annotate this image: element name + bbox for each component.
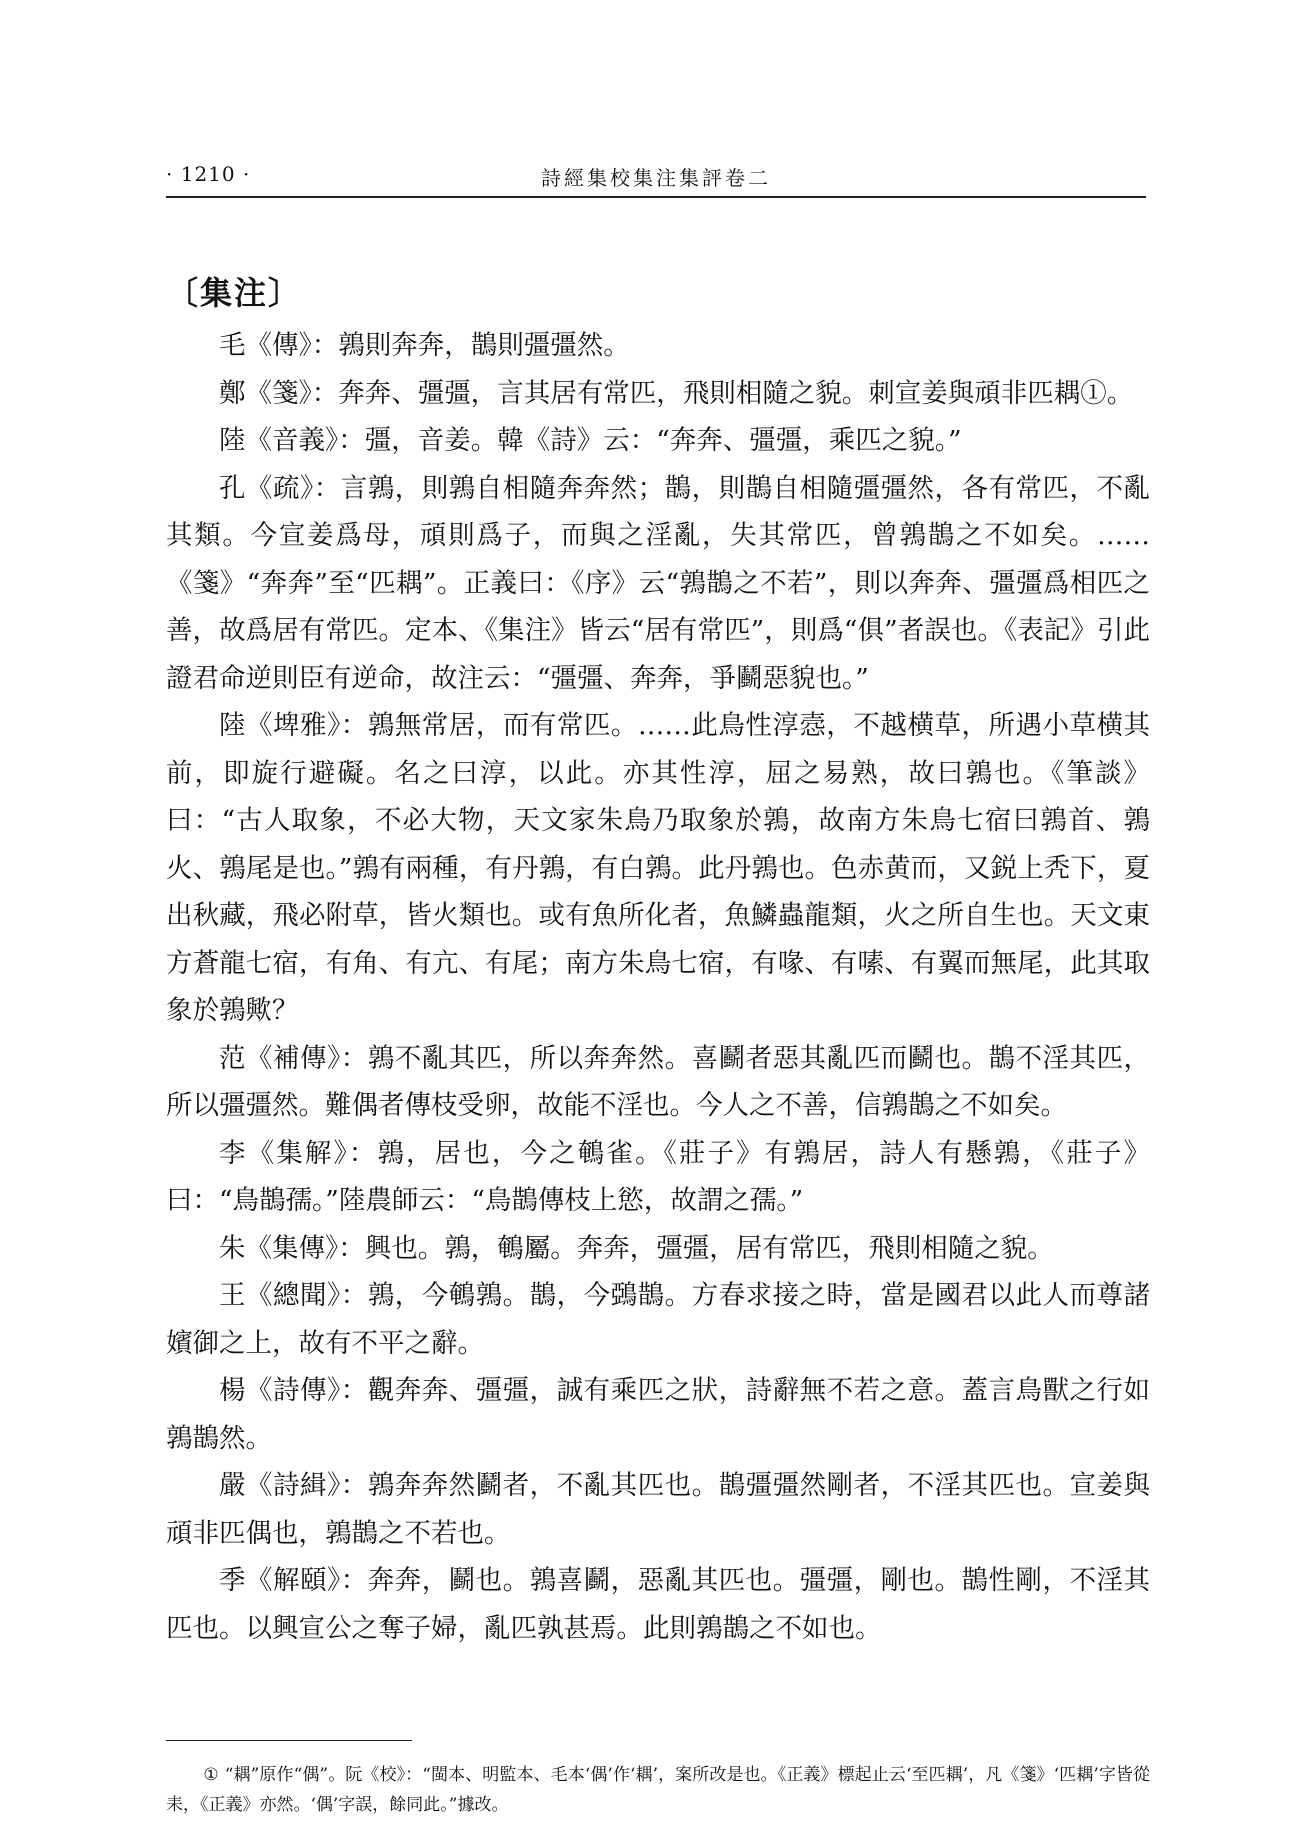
paragraph-wang-zongwen: 王《總聞》：鶉，今鵪鶉。鵲，今鵶鵲。方春求接之時，當是國君以此人而尊諸嬪御之上，故有不平之辭。: [166, 1280, 1150, 1359]
page-number: · 1210 ·: [166, 162, 251, 186]
paragraph-fan-buzhuan: 范《補傳》：鶉不亂其匹，所以奔奔然。喜鬬者惡其亂匹而鬬也。鵲不淫其匹，所以彊彊然。難偶者傳枝受卵，故能不淫也。今人之不善，信鶉鵲之不如矣。: [166, 1042, 1150, 1121]
paragraph-yan-shiji: 嚴《詩緝》：鶉奔奔然鬬者，不亂其匹也。鵲彊彊然剛者，不淫其匹也。宣姜與頑非匹偶也，鶉鵲之不若也。: [166, 1470, 1150, 1549]
paragraph-zhu-jizhuan: 朱《集傳》：興也。鶉，鵪屬。奔奔，彊彊，居有常匹，飛則相隨之貌。: [219, 1232, 1054, 1264]
section-heading: 〔集注〕: [166, 274, 303, 312]
footnote: [166, 1760, 1150, 1820]
paragraph-kong-shu: 孔《疏》：言鶉，則鶉自相隨奔奔然；鵲，則鵲自相隨彊彊然，各有常匹，不亂其類。今宣姜爲母，頑則爲子，而與之淫亂，失其常匹，曾鶉鵲之不如矣。……《箋》“奔奔”至“匹耦”。正義曰：《序》云“鶉鵲之不若”，則以奔奔、彊彊爲相匹之善，故爲居有常匹。定本、《集注》皆云“居有常匹”，則爲“俱”者誤也。《表記》引此證君命逆則臣有逆命，故注云：“彊彊、奔奔，爭鬬惡貌也。”: [166, 472, 1150, 694]
paragraph-yang-shizhuan: 楊《詩傳》：觀奔奔、彊彊，誠有乘匹之狀，詩辭無不若之意。蓋言鳥獸之行如鶉鵲然。: [166, 1375, 1150, 1454]
footnote-mark: ①: [203, 1765, 219, 1785]
footnote-text: “耦”原作“偶”。阮《校》：“閩本、明監本、毛本‘偶’作‘耦’，案所改是也。《正義》標起止云‘至匹耦’，凡《箋》‘匹耦’字皆從耒，《正義》亦然。‘偶’字誤，餘同此。”據改。: [166, 1765, 1150, 1815]
paragraph-zheng-jian: 鄭《箋》：奔奔、彊彊，言其居有常匹，飛則相隨之貌。刺宣姜與頑非匹耦①。: [219, 377, 1134, 409]
paragraph-lu-piya: 陸《埤雅》：鶉無常居，而有常匹。……此鳥性淳悫，不越横草，所遇小草横其前，即旋行避礙。名之曰淳，以此。亦其性淳，屈之易熟，故曰鶉也。《筆談》曰：“古人取象，不必大物，天文家朱鳥乃取象於鶉，故南方朱鳥七宿曰鶉首、鶉火、鶉尾是也。”鶉有兩種，有丹鶉，有白鶉。此丹鶉也。色赤黄而，又鋭上秃下，夏出秋藏，飛必附草，皆火類也。或有魚所化者，魚鱗蟲龍類，火之所自生也。天文東方蒼龍七宿，有角、有亢、有尾；南方朱鳥七宿，有喙、有嗉、有翼而無尾，此其取象於鶉歟？: [166, 710, 1150, 1026]
header-rule: [166, 196, 1146, 198]
paragraph-ji-jieyi: 季《解頤》：奔奔，鬬也。鶉喜鬬，惡亂其匹也。彊彊，剛也。鵲性剛，不淫其匹也。以興宣公之奪子婦，亂匹孰甚焉。此則鶉鵲之不如也。: [166, 1565, 1150, 1644]
running-title: 詩經集校集注集評卷二: [541, 166, 771, 190]
commentary-body: [166, 322, 1150, 1652]
footnote-rule: [166, 1740, 412, 1741]
paragraph-lu-yinyi: 陸《音義》：彊，音姜。韓《詩》云：“奔奔、彊彊，乘匹之貌。”: [219, 425, 962, 456]
paragraph-li-jijie: 李《集解》：鶉，居也，今之鵪雀。《莊子》有鶉居，詩人有懸鶉，《莊子》曰：“鳥鵲孺。”陸農師云：“鳥鵲傳枝上慾，故謂之孺。”: [166, 1137, 1150, 1216]
page-header: [166, 162, 1146, 198]
paragraph-mao-zhuan: 毛《傳》：鶉則奔奔，鵲則彊彊然。: [219, 330, 630, 361]
